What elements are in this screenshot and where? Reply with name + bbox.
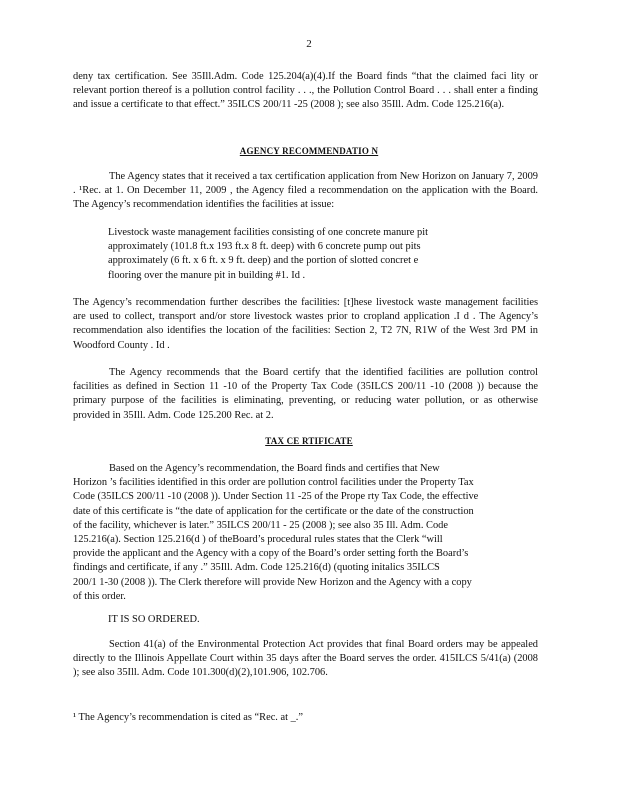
tax-line: 200/1 1-30 (2008 )). The Clerk therefore will provide New Horizon and the Agency with a copy <box>73 576 472 588</box>
footnote: ¹ The Agency’s recommendation is cited as “Rec. at _.” <box>73 712 303 723</box>
facility-description-block <box>108 226 488 283</box>
facility-line: flooring over the manure pit in building #1. Id . <box>108 269 306 281</box>
tax-line: Horizon ’s facilities identified in this order are pollution control facilities under the Property Tax <box>73 477 474 489</box>
agency-paragraph-3: The Agency recommends that the Board certify that the identified facilities are pollution control facilities as defined in Section 11 -10 of the Property Tax Code (35ILCS 200/11 -10 (2008 )) because the primary purpose of the facilities is eliminating, preventing, or reducing water pollution, or as otherwise provided in 35Ill. Adm. Code 125.200 Rec. at 2. <box>73 367 538 421</box>
agency-paragraph-1: The Agency states that it received a tax certification application from New Horizon on January 7, 2009 . ¹Rec. at 1. On December 11, 2009 , the Agency filed a recommendation on the application with the Board. The Agency’s recommendation identifies the facilities at issue: <box>73 171 538 211</box>
tax-line: Code (35ILCS 200/11 -10 (2008 )). Under Section 11 -25 of the Prope rty Tax Code, the effective <box>73 491 479 503</box>
tax-line: date of this certificate is “the date of application for the certificate or the date of the construction <box>73 505 474 517</box>
so-ordered-statement: IT IS SO ORDERED. <box>108 614 200 625</box>
facility-line: approximately (101.8 ft.x 193 ft.x 8 ft. deep) with 6 concrete pump out pits <box>108 241 421 253</box>
appeal-paragraph: Section 41(a) of the Environmental Protection Act provides that final Board orders may be appealed directly to the Illinois Appellate Court within 35 days after the Board serves the order. 415ILCS 5/41(a) (2008 ); see also 35Ill. Adm. Code 101.300(d)(2),101.906, 102.706. <box>73 639 538 679</box>
tax-line: provide the applicant and the Agency with a copy of the Board’s order setting forth the Board’s <box>73 548 469 560</box>
tax-line: 125.216(a). Section 125.216(d ) of theBoard’s procedural rules states that the Clerk “will <box>73 534 443 546</box>
agency-paragraph-2: The Agency’s recommendation further describes the facilities: [t]hese livestock waste management facilities are used to collect, transport and/or store livestock wastes prior to cropland application .I d . The Agency’s recommendation also identifies the location of the facilities: Section 2, T2 7N, R1W of the West 3rd PM in Woodford County . Id . <box>73 297 538 351</box>
tax-line: findings and certificate, if any .” 35Ill. Adm. Code 125.216(d) (quoting initalics 35ILCS <box>73 562 440 574</box>
page-number: 2 <box>306 38 312 50</box>
facility-line: Livestock waste management facilities consisting of one concrete manure pit <box>108 227 428 238</box>
facility-line: approximately (6 ft. x 6 ft. x 9 ft. deep) and the portion of slotted concret e <box>108 255 419 267</box>
agency-recommendation-heading: AGENCY RECOMMENDATIO N <box>239 146 379 156</box>
tax-certificate-paragraph <box>73 462 538 604</box>
intro-paragraph: deny tax certification. See 35Ill.Adm. Code 125.204(a)(4).If the Board finds “that the claimed faci lity or relevant portion thereof is a pollution control facility . . ., the Pollution Control Board . . . shall enter a finding and issue a certificate to that effect.” 35ILCS 200/11 -25 (2008 ); see also 35Ill. Adm. Code 125.216(a). <box>73 71 538 111</box>
tax-line: of this order. <box>73 590 126 602</box>
tax-certificate-heading: TAX CE RTIFICATE <box>265 436 353 446</box>
tax-line: of the facility, whichever is later.” 35ILCS 200/11 - 25 (2008 ); see also 35 Ill. Adm. Code <box>73 519 448 531</box>
tax-line: Based on the Agency’s recommendation, the Board finds and certifies that New <box>109 463 440 474</box>
